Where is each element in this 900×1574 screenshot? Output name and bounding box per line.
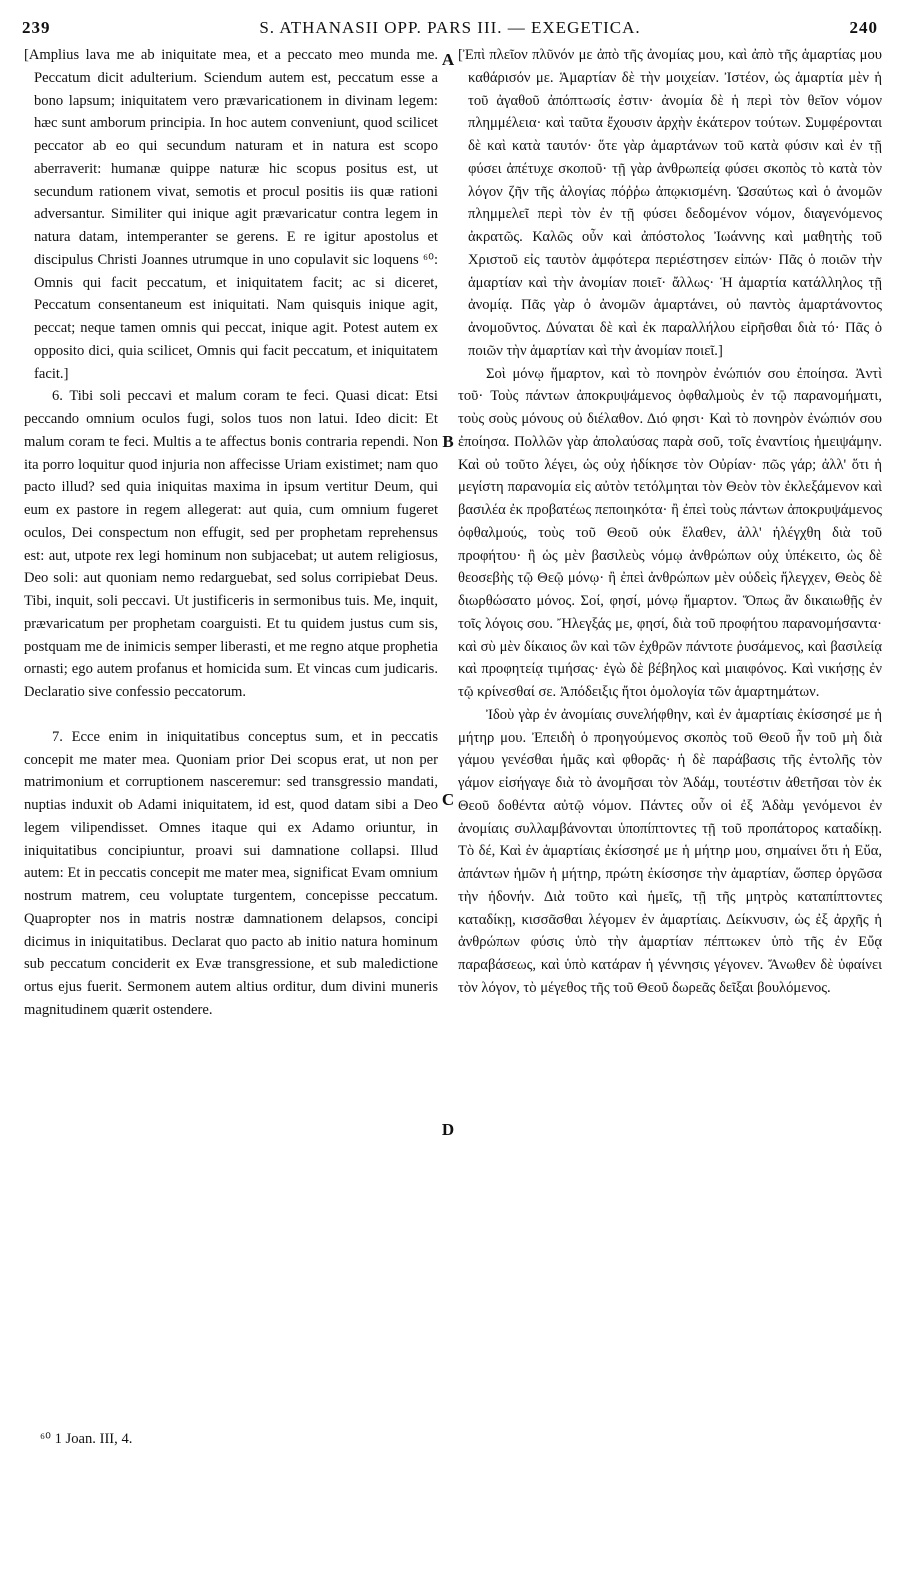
footnote: ⁶⁰ 1 Joan. III, 4. bbox=[40, 1431, 133, 1447]
paragraph-gap bbox=[24, 704, 438, 726]
greek-paragraph-3: Ἰδοὺ γὰρ ἐν ἀνομίαις συνελήφθην, καὶ ἐν ἁμαρτίαις ἐκίσσησέ με ἡ μήτηρ μου. Ἐπειδὴ ὁ προηγούμενος σκοπὸς τοῦ Θεοῦ ἦν τοῦ μὴ διὰ γάμου γενέσθαι ἡμᾶς καὶ φθορᾶς· ἡ δὲ παράβασις τῆς ἐντολῆς τὸν γάμον εἰσήγαγε διὰ τὸ ἀνομῆσαι τὸν Ἀδάμ, τουτέστιν ἀθετῆσαι τὸν ἐκ Θεοῦ δοθέντα αὐτῷ νόμον. Πάντες οὖν οἱ ἐξ Ἀδὰμ γενόμενοι ἐν ἀνομίαις συλλαμβάνονται ὑποπίπτοντες τῇ τοῦ προπάτορος καταδίκῃ. Τὸ δέ, Καὶ ἐν ἁμαρτίαις ἐκίσσησέ με ἡ μήτηρ μου, σημαίνει ὅτι ἡ Εὔα, ἁπάντων ἡμῶν ἡ μήτηρ, πρώτη ἐκίσσησε τὴν ἁμαρτίαν, ὥσπερ ὀργῶσα τὴν ἡδονήν. Διὰ τοῦτο καὶ ἡμεῖς, τῇ τῆς μητρὸς καταπίπτοντες καταδίκῃ, κισσᾶσθαι λέγομεν ἐν ἁμαρτίαις. Δείκνυσιν, ὡς ἐξ ἀρχῆς ἡ ἀνθρώπων φύσις ὑπὸ τὴν ἁμαρτίαν πέπτωκεν ὑπὸ τῆς ἐν Εὔᾳ παραβάσεως, καὶ ὑπὸ κατάραν ἡ γέννησις γέγονεν. Ἄνωθεν δὲ ὑφαίνει τὸν λόγον, τὸ μέγεθος τῆς τοῦ Θεοῦ δωρεᾶς δεῖξαι βουλόμενος. bbox=[458, 706, 882, 996]
latin-column bbox=[24, 44, 438, 1022]
section-marker-a: A bbox=[441, 50, 455, 69]
greek-paragraph-2: Σοὶ μόνῳ ἥμαρτον, καὶ τὸ πονηρὸν ἐνώπιόν σου ἐποίησα. Ἀντὶ τοῦ· Τοὺς πάντων ἀποκρυψάμενος ὀφθαλμοὺς ἐν τῷ παρανομήματι, τοὺς σοὺς μόνους οὐ διέλαθον. Διό φησι· Καὶ τὸ πονηρὸν ἐνώπιόν σου ἐποίησα. Πολλῶν γὰρ ἀπολαύσας παρὰ σοῦ, τοῖς ἐναντίοις ἠμειψάμην. Καὶ οὐ τοῦτο λέγει, ὡς οὐχ ἠδίκησε τὸν Οὐρίαν· πῶς γάρ; ἀλλ' ὅτι ἡ μεγίστη παρανομία εἰς αὐτὸν τετόλμηται τὸν Θεὸν τὸν ἐκλεξάμενον καὶ βασιλέα ἐκ προβατέως πεποιηκότα· ἢ ἐπεὶ τοὺς πάντων ἀποκρυψάμενος ὀφθαλμούς, τοὺς τοῦ Θεοῦ οὐκ ἔλαθεν, ἀλλ' ἠλέγχθη διὰ τοῦ προφήτου· ἢ ὡς μὲν βασιλεὺς νόμῳ ἀνθρώπων οὐχ ὑπέκειτο, ὡς δὲ θεοσεβὴς τῷ Θεῷ μόνῳ· ἢ ἐπεὶ ἀνθρώπων μὲν οὐδεὶς ἤλεγχεν, Θεὸς δὲ διωρθώσατο μόνος. Σοί, φησί, μόνῳ ἥμαρτον. Ὅπως ἂν δικαιωθῇς ἐν τοῖς λόγοις σου. Ἤλεγξάς με, φησί, διὰ τοῦ προφήτου παρανομήσαντα· καὶ σὺ μὲν δίκαιος ὢν καὶ τῶν ἐχθρῶν πάντοτε ῥυσάμενος, καὶ βασιλείᾳ καὶ προφητείᾳ τιμήσας· ἐγὼ δὲ βέβηλος καὶ μιαιφόνος. Καὶ νικήσῃς ἐν τῷ κρίνεσθαί σε. Ἀπόδειξις ἤτοι ὁμολογία τῶν ἁμαρτημάτων. bbox=[458, 365, 882, 700]
latin-paragraph-1: [Amplius lava me ab iniquitate mea, et a peccato meo munda me. Peccatum dicit adulterium. Sciendum autem est, peccatum esse a bono lapsum; iniquitatem vero prævaricationem in divinam legem: hæc sunt amborum principia. In hoc autem conveniunt, quod scilicet peccator ab eo qui secundum naturam et in natura est scopo aberraverit: humanæ quippe naturæ hic scopus positus est, ut secundum rationem vivat, semotis et procul positis iis quæ rationi adversantur. Similiter qui inique agit prævaricatur contra legem in natura datam, intemperanter se gerens. E re igitur apostolus et discipulus Christi Joannes utrumque in uno copulavit sic loquens ⁶⁰: Omnis qui facit peccatum, et iniquitatem facit; ac si diceret, Peccatum consentaneum est iniquitati. Nam quisquis inique agit, peccat; neque tamen omnis qui peccat, inique agit. Potest autem ex opposito dici, quia scilicet, Omnis qui facit peccatum, et iniquitatem facit.] bbox=[24, 47, 438, 382]
section-marker-b: B bbox=[442, 432, 454, 451]
greek-paragraph-1: [Ἐπὶ πλεῖον πλῦνόν με ἀπὸ τῆς ἀνομίας μου, καὶ ἀπὸ τῆς ἁμαρτίας μου καθάρισόν με. Ἁμαρτίαν δὲ τὴν μοιχείαν. Ἰστέον, ὡς ἁμαρτία μὲν ἡ τοῦ ἀγαθοῦ ἀπόπτωσίς ἐστιν· ἀνομία δὲ ἡ περὶ τὸν θεῖον νόμον πλημμέλεια· καὶ ταῦτα ἔχουσιν ἀρχὴν ἑκάτερον τούτων. Συμφέρονται δὲ καὶ κατὰ ταυτόν· ὅτε γὰρ ἁμαρτάνων τοῦ κατὰ φύσιν καὶ ἐν τῇ φύσει ἀπέτυχε σκοποῦ· τῇ γὰρ ἀνθρωπείᾳ φύσει σκοπὸς τὸ κατὰ τὸν λόγον ζῆν τῆς ἀλογίας πόῤῥω ἀπῳκισμένη. Ὡσαύτως καὶ ὁ ἀνομῶν πλημμελεῖ περὶ τὸν ἐν τῇ φύσει δεδομένον νόμον, διαγενόμενος ἀκρατῶς. Καλῶς οὖν καὶ ἀπόστολος Ἰωάννης καὶ μαθητὴς τοῦ Χριστοῦ εἰς ταυτὸν ἀμφότερα περιέστησεν εἰπών· Πᾶς ὁ ποιῶν τὴν ἁμαρτίαν καὶ τὴν ἀνομίαν ποιεῖ· ἄλλως· Ἡ ἁμαρτία κατάλληλος τῇ ἀνομίᾳ. Πᾶς γὰρ ὁ ἀνομῶν ἁμαρτάνει, οὐ παντὸς ἁμαρτάνοντος ἀνομοῦντος. Δύναται δὲ καὶ ἐκ παραλλήλου εἰρῆσθαι διὰ τό· Πᾶς ὁ ποιῶν τὴν ἁμαρτίαν καὶ τὴν ἀνομίαν ποιεῖ.] bbox=[458, 47, 882, 359]
latin-paragraph-2: 6. Tibi soli peccavi et malum coram te feci. Quasi dicat: Etsi peccando omnium oculos fugi, solos tuos non latui. Ideo dicit: Et malum coram te feci. Multis a te affectus bonis contraria rependi. Non ita porro loquitur quod injuria non affecisse Uriam existimet; nam quo pacto illud? sed quia iniquitas maxima in ipsum vertitur Deum, qui eum ex pastore in regem allegerat: aut quia, cum omnium fugeret oculos, Dei conspectum non effugit, sed per prophetam reprehensus est: aut, utpote rex legi hominum non subjacebat; ut autem religiosus, Deo soli: aut quoniam nemo redarguebat, sed solus corripiebat Deus. Tibi, inquit, soli peccavi. Ut justificeris in sermonibus tuis. Me, inquit, prævaricatum per prophetam coarguisti. Et tu quidem justus cum sis, postquam me de inimicis semper liberasti, et me regno atque prophetia ornasti; ego autem profanus et homicida sum. Et vincas cum judicaris. Declaratio sive confessio peccatorum. bbox=[24, 388, 438, 700]
section-marker-d: D bbox=[441, 1120, 455, 1139]
section-markers bbox=[438, 0, 458, 1574]
section-marker-c: C bbox=[441, 790, 455, 809]
running-title: S. ATHANASII OPP. PARS III. — EXEGETICA. bbox=[259, 18, 641, 37]
page-number-left: 239 bbox=[22, 18, 51, 37]
latin-paragraph-3: 7. Ecce enim in iniquitatibus conceptus sum, et in peccatis concepit me mater mea. Quoniam prior Dei scopus erat, ut non per matrimonium et corruptionem nasceremur: sed transgressio mandati, nuptias induxit ob Adami iniquitatem, id est, quod datam sibi a Deo legem vilipendisset. Omnes itaque qui ex Adamo oriuntur, in iniquitatibus concipiuntur, proavi sui damnatione collapsi. Illud autem: Et in peccatis concepit me mater mea, significat Evam omnium nostrum matrem, ceu voluptate turgentem, concepisse peccatum. Quapropter nos in matris nostræ damnationem delapsos, concipi dicimus in iniquitatibus. Declarat quo pacto ab initio natura hominum sub peccatum conciderit ex Evæ transgressione, et sub maledictione ortus ejus fuerit. Sermonem autem altius orditur, dum divini muneris magnitudinem quærit ostendere. bbox=[24, 728, 438, 1018]
greek-column bbox=[458, 44, 882, 1000]
page-number-right: 240 bbox=[849, 18, 878, 37]
